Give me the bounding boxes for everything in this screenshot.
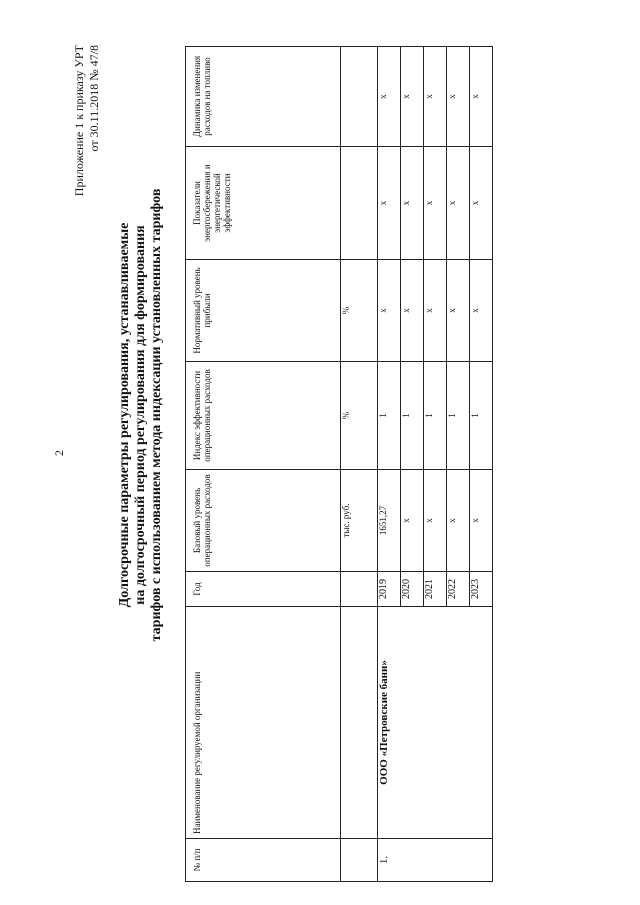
appendix-line-1: Приложение 1 к приказу УРТ <box>72 45 86 197</box>
energy-saving-cell: x <box>378 147 401 260</box>
year-cell: 2022 <box>447 572 470 607</box>
header-year: Год <box>186 572 341 607</box>
units-year-empty <box>341 572 378 607</box>
base-opex-cell: x <box>470 470 493 572</box>
base-opex-cell: x <box>447 470 470 572</box>
header-efficiency-index: Индекс эффективности операционных расходов <box>186 362 341 470</box>
year-cell: 2019 <box>378 572 401 607</box>
energy-saving-cell: x <box>447 147 470 260</box>
units-fuel-empty <box>341 47 378 147</box>
efficiency-index-cell: 1 <box>470 362 493 470</box>
profit-level-cell: x <box>447 260 470 362</box>
profit-level-cell: x <box>424 260 447 362</box>
fuel-dynamics-cell: x <box>447 47 470 147</box>
year-cell: 2021 <box>424 572 447 607</box>
title-line-3: тарифов с использованием метода индексации установленных тарифов <box>149 188 164 642</box>
efficiency-index-cell: 1 <box>378 362 401 470</box>
document-title <box>117 155 165 675</box>
energy-saving-cell: x <box>470 147 493 260</box>
profit-level-cell: x <box>378 260 401 362</box>
energy-saving-cell: x <box>401 147 424 260</box>
header-organization: Наименование регулируемой организации <box>186 607 341 839</box>
profit-level-cell: x <box>470 260 493 362</box>
header-profit-level: Нормативный уровень прибыли <box>186 260 341 362</box>
base-opex-cell: 1651,27 <box>378 470 401 572</box>
fuel-dynamics-cell: x <box>378 47 401 147</box>
header-num: № п/п <box>186 839 341 882</box>
fuel-dynamics-cell: x <box>424 47 447 147</box>
units-org-empty <box>341 607 378 839</box>
fuel-dynamics-cell: x <box>401 47 424 147</box>
appendix-line-2: от 30.11.2018 № 47/8 <box>87 45 101 152</box>
header-base-opex: Базовый уровень операционных расходов <box>186 470 341 572</box>
appendix-reference <box>72 45 102 196</box>
efficiency-index-cell: 1 <box>401 362 424 470</box>
base-opex-cell: x <box>401 470 424 572</box>
year-cell: 2023 <box>470 572 493 607</box>
title-line-2: на долгосрочный период регулирования для формирования <box>133 225 148 605</box>
units-energy-empty <box>341 147 378 260</box>
table-header-row <box>186 47 341 882</box>
year-cell: 2020 <box>401 572 424 607</box>
energy-saving-cell: x <box>424 147 447 260</box>
parameters-table <box>185 46 493 882</box>
units-num-empty <box>341 839 378 882</box>
table-row <box>378 47 401 882</box>
header-fuel-dynamics: Динамика изменения расходов на топливо <box>186 47 341 147</box>
units-index: % <box>341 362 378 470</box>
organization-name: ООО «Петровские бани» <box>378 607 493 839</box>
efficiency-index-cell: 1 <box>424 362 447 470</box>
profit-level-cell: x <box>401 260 424 362</box>
units-row <box>341 47 378 882</box>
page-number: 2 <box>52 450 66 456</box>
fuel-dynamics-cell: x <box>470 47 493 147</box>
units-profit: % <box>341 260 378 362</box>
title-line-1: Долгосрочные параметры регулирования, устанавливаемые <box>117 222 132 608</box>
header-energy-saving: Показатели энергосбережения и энергетической эффективности <box>186 147 341 260</box>
units-base: тыс. руб. <box>341 470 378 572</box>
base-opex-cell: x <box>424 470 447 572</box>
row-number: 1. <box>378 839 493 882</box>
efficiency-index-cell: 1 <box>447 362 470 470</box>
